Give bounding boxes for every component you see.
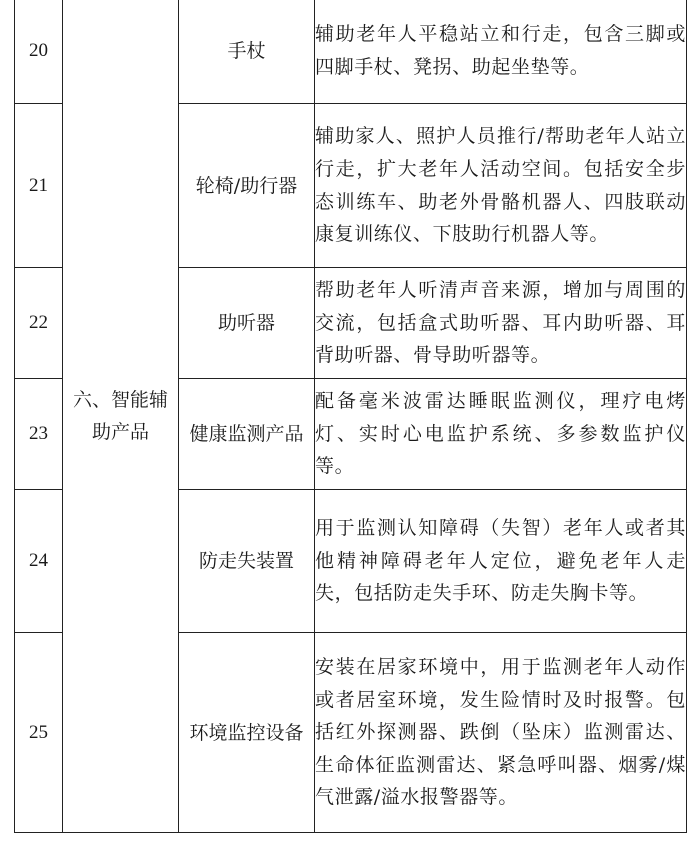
row-number: 22	[15, 268, 63, 379]
product-description: 配备毫米波雷达睡眠监测仪，理疗电烤灯、实时心电监护系统、多参数监护仪等。	[315, 379, 687, 490]
product-description: 用于监测认知障碍（失智）老年人或者其他精神障碍老年人定位，避免老年人走失，包括防走失手环、防走失胸卡等。	[315, 490, 687, 633]
product-description: 帮助老年人听清声音来源，增加与周围的交流，包括盒式助听器、耳内助听器、耳背助听器、骨导助听器等。	[315, 268, 687, 379]
product-table	[14, 0, 687, 833]
row-number: 23	[15, 379, 63, 490]
product-description: 安装在居家环境中，用于监测老年人动作或者居室环境，发生险情时及时报警。包括红外探测器、跌倒（坠床）监测雷达、生命体征监测雷达、紧急呼叫器、烟雾/煤气泄露/溢水报警器等。	[315, 633, 687, 833]
row-number: 20	[15, 0, 63, 104]
product-description: 辅助老年人平稳站立和行走，包含三脚或四脚手杖、凳拐、助起坐垫等。	[315, 0, 687, 104]
product-name: 助听器	[179, 268, 315, 379]
category-label: 六、智能辅助产品	[72, 388, 168, 443]
product-name: 健康监测产品	[179, 379, 315, 490]
product-name: 防走失装置	[179, 490, 315, 633]
category-cell	[63, 0, 179, 833]
row-number: 21	[15, 104, 63, 268]
row-number: 25	[15, 633, 63, 833]
product-name: 轮椅/助行器	[179, 104, 315, 268]
row-number: 24	[15, 490, 63, 633]
table-row	[15, 0, 687, 104]
product-name: 环境监控设备	[179, 633, 315, 833]
product-description: 辅助家人、照护人员推行/帮助老年人站立行走，扩大老年人活动空间。包括安全步态训练车、助老外骨骼机器人、四肢联动康复训练仪、下肢助行机器人等。	[315, 104, 687, 268]
product-name: 手杖	[179, 0, 315, 104]
